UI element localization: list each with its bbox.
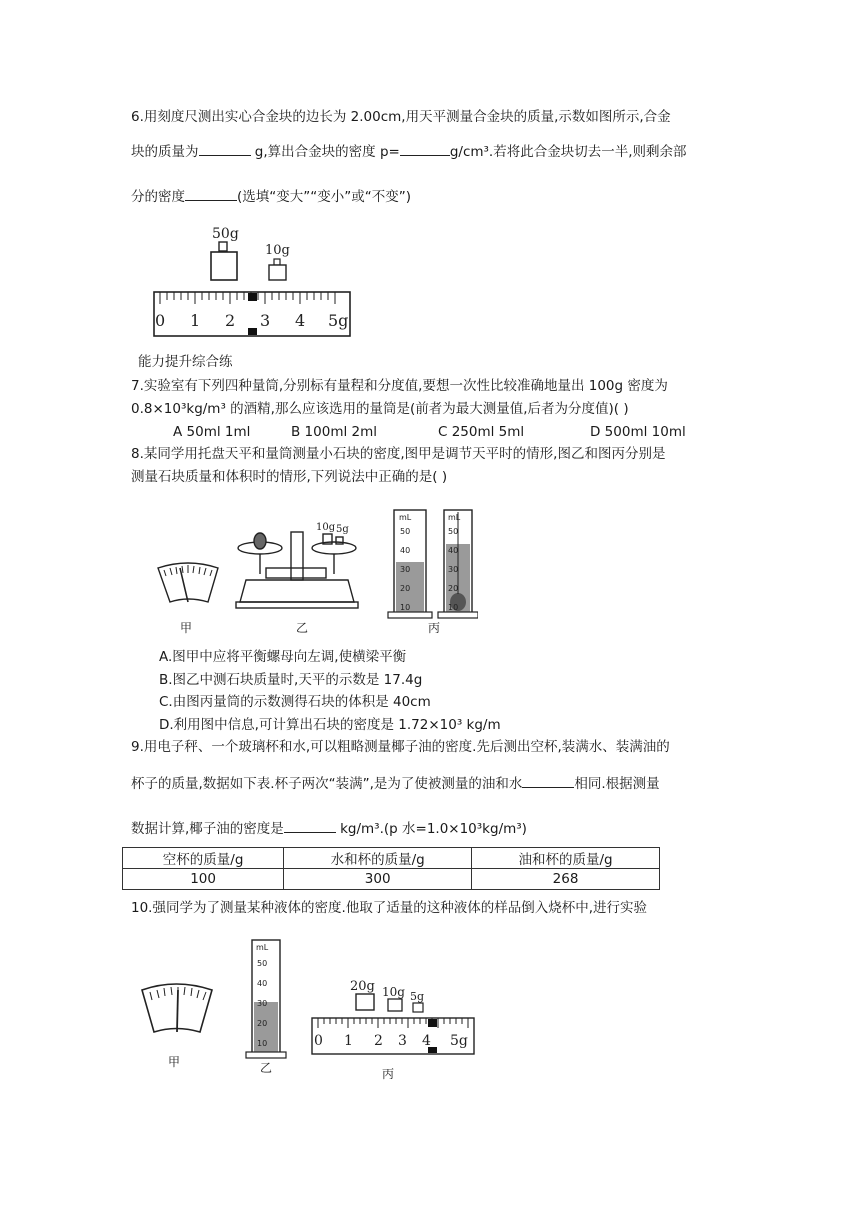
cylinder-left: [388, 510, 432, 618]
cyl-right-mark-20: 20: [448, 584, 459, 593]
q6-line2: [131, 141, 687, 161]
cyl-right-mark-30: 30: [448, 565, 459, 574]
q10-liquid-density-figure: [130, 932, 478, 1086]
q7-option-b[interactable]: B 100ml 2ml: [291, 424, 378, 440]
weight-block-5g-q10: [413, 1003, 423, 1012]
q9-line1: 9.用电子秤、一个玻璃杯和水,可以粗略测量椰子油的密度.先后测出空杯,装满水、装满油的: [131, 739, 670, 755]
weight-label-50g: 50g: [212, 226, 239, 242]
q9-line3-part-a: 数据计算,椰子油的密度是: [131, 821, 284, 837]
cyl-q10-mark-30: 30: [257, 999, 268, 1008]
table-header-cell: 油和杯的质量/g: [472, 848, 660, 869]
q8-stone-density-figure: [148, 498, 478, 640]
label-yi-q10: 乙: [260, 1061, 273, 1075]
table-cell: 300: [284, 869, 472, 890]
cylinder-right: [438, 510, 478, 618]
q6-line3-part-a: 分的密度: [131, 189, 185, 205]
weight-knob-50g: [219, 242, 227, 251]
q9-line2: [131, 773, 660, 793]
answer-blank-remaining-density[interactable]: [185, 186, 237, 201]
q6-line3-part-b: (选填“变大”“变小”或“不变”): [237, 189, 411, 205]
q8-option-a[interactable]: A.图甲中应将平衡螺母向左调,使横梁平衡: [159, 649, 407, 665]
q8-option-d[interactable]: D.利用图中信息,可计算出石块的密度是 1.72×10³ kg/m: [159, 717, 501, 733]
cyl-q10-mark-50: 50: [257, 959, 268, 968]
cyl-right-mark-10: 10: [448, 603, 459, 612]
q8-line1: 8.某同学用托盘天平和量筒测量小石块的密度,图甲是调节天平时的情形,图乙和图丙分别是: [131, 446, 666, 462]
weight-block-10g-q10: [388, 999, 402, 1011]
q7-option-a[interactable]: A 50ml 1ml: [173, 424, 251, 440]
q7-option-c[interactable]: C 250ml 5ml: [438, 424, 525, 440]
q6-line2-part-c: g/cm³.若将此合金块切去一半,则剩余部: [449, 144, 687, 160]
weight-label-10g-q10: 10g: [382, 985, 405, 999]
cylinder-left-unit: mL: [399, 513, 412, 522]
q6-line1: 6.用刻度尺测出实心合金块的边长为 2.00cm,用天平测量合金块的质量,示数如图所示,合金: [131, 109, 671, 125]
cylinder-right-unit: mL: [448, 513, 461, 522]
weight-block-50g: [211, 252, 237, 280]
scale-tick-label-2: 2: [225, 311, 236, 330]
q7-option-d[interactable]: D 500ml 10ml: [590, 424, 686, 440]
q9-line2-part-a: 杯子的质量,数据如下表.杯子两次“装满”,是为了使被测量的油和水: [131, 776, 523, 792]
q6-line2-part-b: g,算出合金块的密度 p=: [250, 144, 400, 160]
label-jia: 甲: [180, 621, 193, 635]
q9-line3: [131, 818, 527, 838]
q8-option-c[interactable]: C.由图丙量筒的示数测得石块的体积是 40cm: [159, 694, 431, 710]
label-yi: 乙: [296, 621, 309, 635]
cyl-left-mark-30: 30: [400, 565, 411, 574]
answer-blank-same-quantity[interactable]: [522, 773, 574, 788]
balance-pointer-dial: [158, 563, 218, 602]
q9-line2-part-b: 相同.根据测量: [574, 776, 660, 792]
answer-blank-oil-density[interactable]: [284, 818, 336, 833]
label-jia-q10: 甲: [168, 1055, 181, 1069]
rider-marker-bottom: [248, 328, 257, 335]
weight-label-5g-q8: 5g: [336, 524, 349, 535]
scale-tick-label-3: 3: [260, 311, 271, 330]
q6-line3: [131, 186, 411, 206]
scale-tick-label-4: 4: [295, 311, 306, 330]
answer-blank-mass[interactable]: [199, 141, 251, 156]
balance-scale-drawing: [236, 532, 358, 608]
weight-block-10g: [269, 265, 286, 280]
section-heading: 能力提升综合练: [138, 354, 233, 370]
weight-label-10g: 10g: [265, 243, 290, 258]
label-bing-q10: 丙: [382, 1067, 395, 1081]
q8-line2: 测量石块质量和体积时的情形,下列说法中正确的是( ): [131, 469, 448, 485]
cyl-q10-mark-10: 10: [257, 1039, 268, 1048]
weight-label-20g: 20g: [350, 979, 375, 994]
cyl-right-mark-40: 40: [448, 546, 459, 555]
scale-tick-label-3-q10: 3: [398, 1033, 407, 1049]
answer-blank-density[interactable]: [400, 141, 450, 156]
table-cell: 100: [123, 869, 284, 890]
scale-tick-label-5g: 5g: [328, 311, 349, 330]
cylinder-q10: [246, 940, 286, 1058]
table-cell: 268: [472, 869, 660, 890]
scale-tick-label-2-q10: 2: [374, 1033, 383, 1049]
rider-marker: [248, 293, 257, 301]
q10-line1: 10.强同学为了测量某种液体的密度.他取了适量的这种液体的样品倒入烧杯中,进行实验: [131, 900, 648, 916]
cyl-q10-mark-20: 20: [257, 1019, 268, 1028]
table-header-cell: 水和杯的质量/g: [284, 848, 472, 869]
scale-tick-label-0: 0: [155, 311, 166, 330]
weight-label-10g-q8: 10g: [316, 522, 336, 533]
cyl-right-mark-50: 50: [448, 527, 459, 536]
q9-data-table: [122, 847, 660, 890]
table-header-row: [123, 848, 660, 869]
weight-block-20g: [356, 994, 374, 1010]
cyl-left-mark-40: 40: [400, 546, 411, 555]
scale-tick-label-1-q10: 1: [344, 1033, 353, 1049]
q6-balance-weights-figure: [148, 218, 354, 342]
q8-option-b[interactable]: B.图乙中测石块质量时,天平的示数是 17.4g: [159, 672, 423, 688]
q9-line3-part-b: kg/m³.(p 水=1.0×10³kg/m³): [335, 821, 527, 837]
balance-pointer-dial-q10: [142, 984, 212, 1032]
rider-marker-q10: [428, 1019, 437, 1027]
cyl-left-mark-20: 20: [400, 584, 411, 593]
scale-tick-label-1: 1: [190, 311, 201, 330]
weight-label-5g-q10: 5g: [410, 990, 425, 1003]
table-header-cell: 空杯的质量/g: [123, 848, 284, 869]
q7-line2: 0.8×10³kg/m³ 的酒精,那么应该选用的量筒是(前者为最大测量值,后者为分度值)( ): [131, 401, 629, 417]
cylinder-q10-unit: mL: [256, 943, 269, 952]
scale-tick-label-5g-q10: 5g: [450, 1033, 468, 1049]
q7-line1: 7.实验室有下列四种量筒,分别标有量程和分度值,要想一次性比较准确地量出 100g 密度为: [131, 378, 668, 394]
q6-line2-part-a: 块的质量为: [131, 144, 199, 160]
table-row: [123, 869, 660, 890]
weight-knob-10g: [274, 259, 280, 265]
cyl-q10-mark-40: 40: [257, 979, 268, 988]
cyl-left-mark-10: 10: [400, 603, 411, 612]
scale-tick-label-4-q10: 4: [422, 1033, 431, 1049]
label-bing: 丙: [428, 621, 441, 635]
scale-tick-label-0-q10: 0: [314, 1033, 323, 1049]
cyl-left-mark-50: 50: [400, 527, 411, 536]
